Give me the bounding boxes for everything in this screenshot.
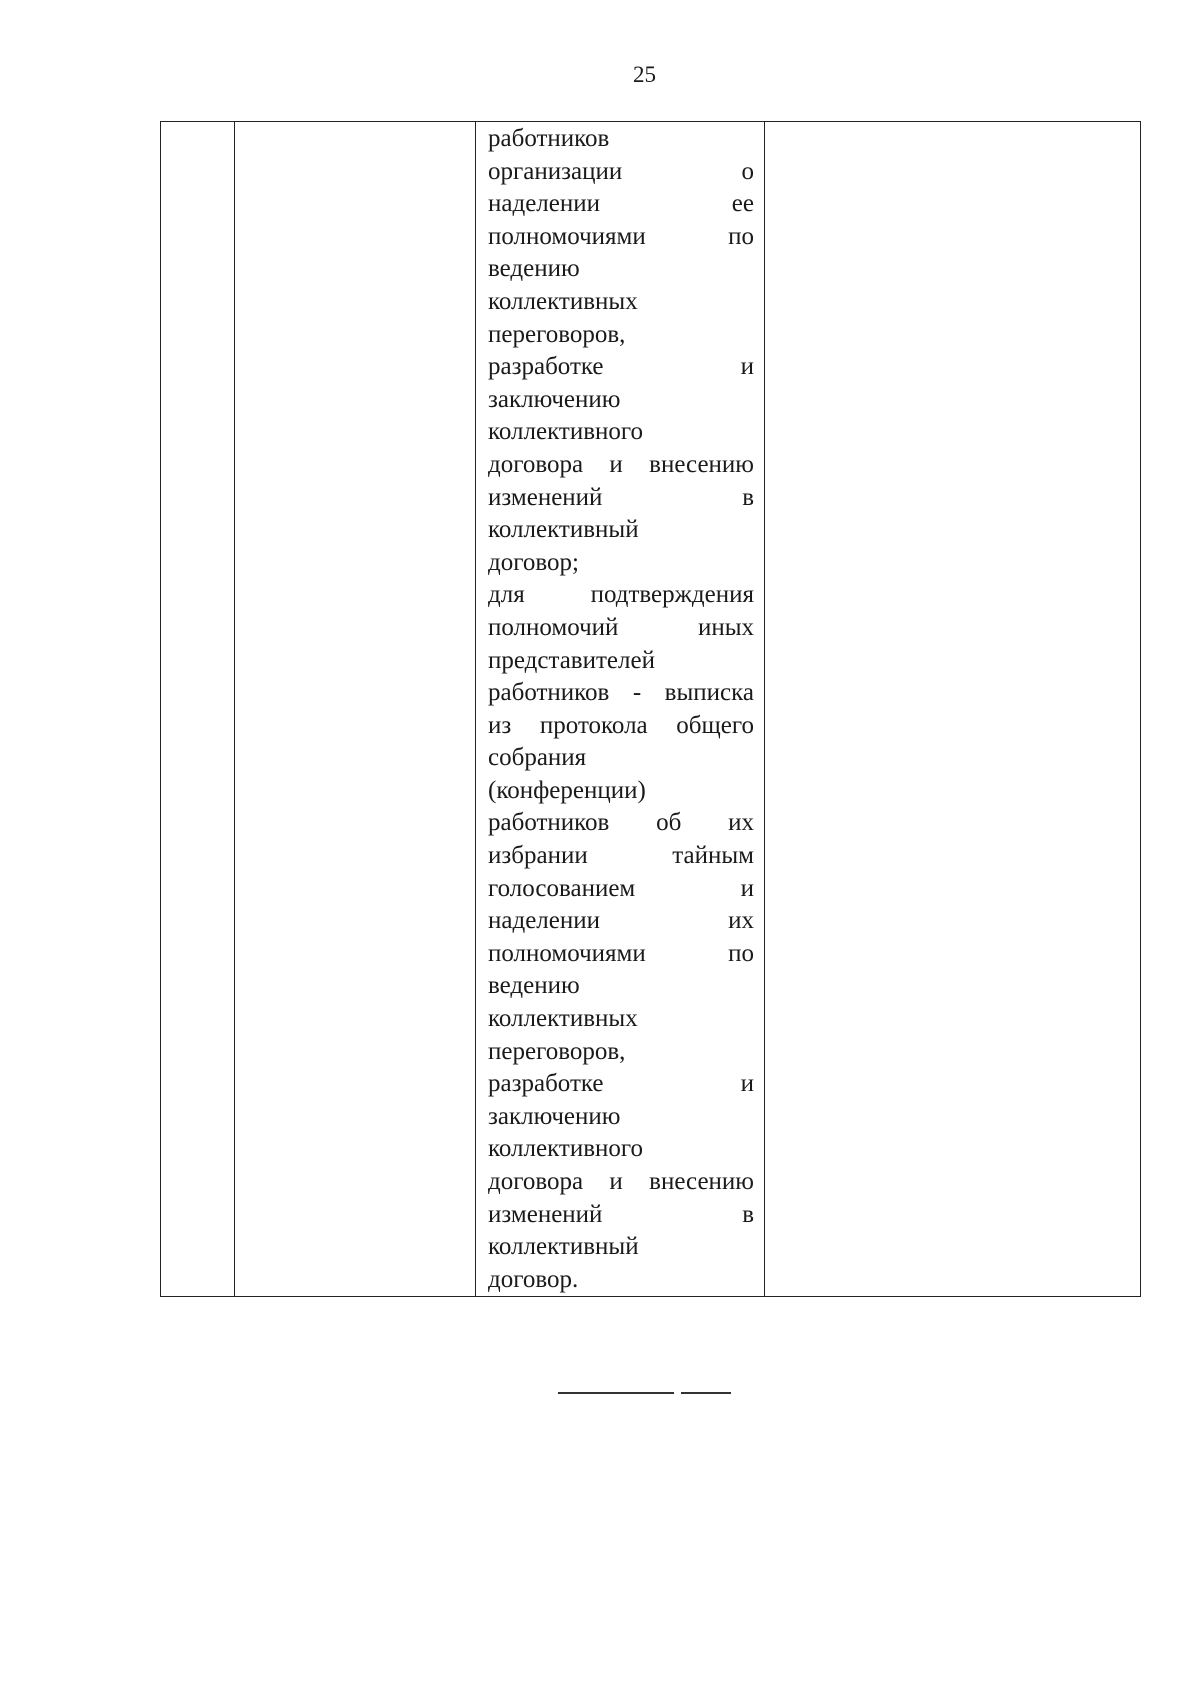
text-line [488, 840, 754, 873]
text-word: разработке [488, 1070, 604, 1098]
text-word: и [740, 353, 754, 381]
text-word: в [742, 483, 754, 511]
text-word: договор. [488, 1265, 579, 1293]
text-word: ведению [488, 255, 580, 283]
end-rule-left [558, 1392, 674, 1394]
text-line [488, 319, 754, 352]
text-line [488, 123, 754, 156]
text-word: коллективный [488, 516, 639, 544]
text-word: работников [488, 809, 610, 837]
text-line [488, 482, 754, 515]
text-word: договора [488, 450, 584, 478]
text-word: из [488, 711, 512, 739]
text-word: представителей [488, 646, 655, 674]
text-word: полномочий [488, 613, 619, 641]
text-word: по [728, 939, 754, 967]
text-line [488, 384, 754, 417]
text-line [488, 1068, 754, 1101]
text-line [488, 156, 754, 189]
text-line [488, 905, 754, 938]
text-word: полномочиями [488, 939, 646, 967]
text-word: организации [488, 157, 623, 185]
text-word: по [728, 222, 754, 250]
text-word: для [488, 581, 525, 609]
text-word: иных [697, 613, 754, 641]
page-number: 25 [633, 62, 656, 87]
text-word: заключению [488, 1102, 621, 1130]
text-line [488, 1264, 754, 1297]
text-line [488, 579, 754, 612]
table-row [161, 122, 1141, 1297]
text-word: протокола [539, 711, 648, 739]
text-word: их [728, 809, 754, 837]
text-line [488, 677, 754, 710]
text-line [488, 449, 754, 482]
text-line [488, 1101, 754, 1134]
text-word: их [728, 907, 754, 935]
text-word: внесению [649, 450, 754, 478]
text-word: договор; [488, 548, 579, 576]
text-line [488, 775, 754, 808]
text-line [488, 1036, 754, 1069]
text-line [488, 286, 754, 319]
text-word: и [740, 874, 754, 902]
text-line [488, 514, 754, 547]
text-line [488, 416, 754, 449]
text-line [488, 547, 754, 580]
text-line [488, 1231, 754, 1264]
table-cell-number [161, 122, 235, 1297]
text-line [488, 1199, 754, 1232]
text-word: работников [488, 125, 610, 152]
requirements-table [160, 121, 1141, 1297]
text-word: и [740, 1070, 754, 1098]
text-word: об [656, 809, 682, 837]
text-word: о [741, 157, 754, 185]
documents-text [476, 122, 764, 1296]
text-word: голосованием [488, 874, 636, 902]
text-word: переговоров, [488, 1037, 626, 1065]
text-word: коллективных [488, 287, 638, 315]
table-cell-notes [765, 122, 1141, 1297]
text-word: - [632, 679, 642, 707]
end-rule-right [681, 1392, 731, 1394]
text-word: собрания [488, 744, 587, 772]
text-word: изменений [488, 1200, 603, 1228]
text-line [488, 612, 754, 645]
text-word: коллективный [488, 1233, 639, 1261]
text-line [488, 970, 754, 1003]
text-word: ее [731, 190, 754, 218]
text-line [488, 1133, 754, 1166]
text-line [488, 742, 754, 775]
text-line [488, 873, 754, 906]
text-word: коллективных [488, 1005, 638, 1033]
text-word: в [742, 1200, 754, 1228]
table-cell-documents [476, 122, 765, 1297]
text-word: полномочиями [488, 222, 646, 250]
text-word: коллективного [488, 1135, 644, 1163]
text-word: и [609, 1168, 623, 1195]
text-word: (конференции) [488, 776, 646, 804]
text-word: внесению [649, 1168, 754, 1195]
text-word: договора [488, 1168, 584, 1195]
text-word: выписка [664, 679, 754, 707]
text-line [488, 253, 754, 286]
text-line [488, 645, 754, 678]
text-word: работников [488, 679, 610, 707]
text-word: подтверждения [590, 581, 754, 609]
text-line [488, 221, 754, 254]
text-word: разработке [488, 353, 604, 381]
text-line [488, 188, 754, 221]
text-word: изменений [488, 483, 603, 511]
table-cell-name [235, 122, 476, 1297]
text-word: общего [676, 711, 754, 739]
text-line [488, 351, 754, 384]
text-line [488, 807, 754, 840]
text-word: коллективного [488, 418, 644, 446]
text-word: избрании [488, 842, 588, 870]
text-line [488, 1003, 754, 1036]
text-line [488, 938, 754, 971]
text-word: ведению [488, 972, 580, 1000]
text-word: заключению [488, 385, 621, 413]
text-word: наделении [488, 190, 600, 218]
text-line [488, 1166, 754, 1199]
text-word: переговоров, [488, 320, 626, 348]
text-line [488, 710, 754, 743]
text-word: и [609, 450, 623, 478]
text-word: наделении [488, 907, 600, 935]
text-word: тайным [672, 842, 754, 870]
